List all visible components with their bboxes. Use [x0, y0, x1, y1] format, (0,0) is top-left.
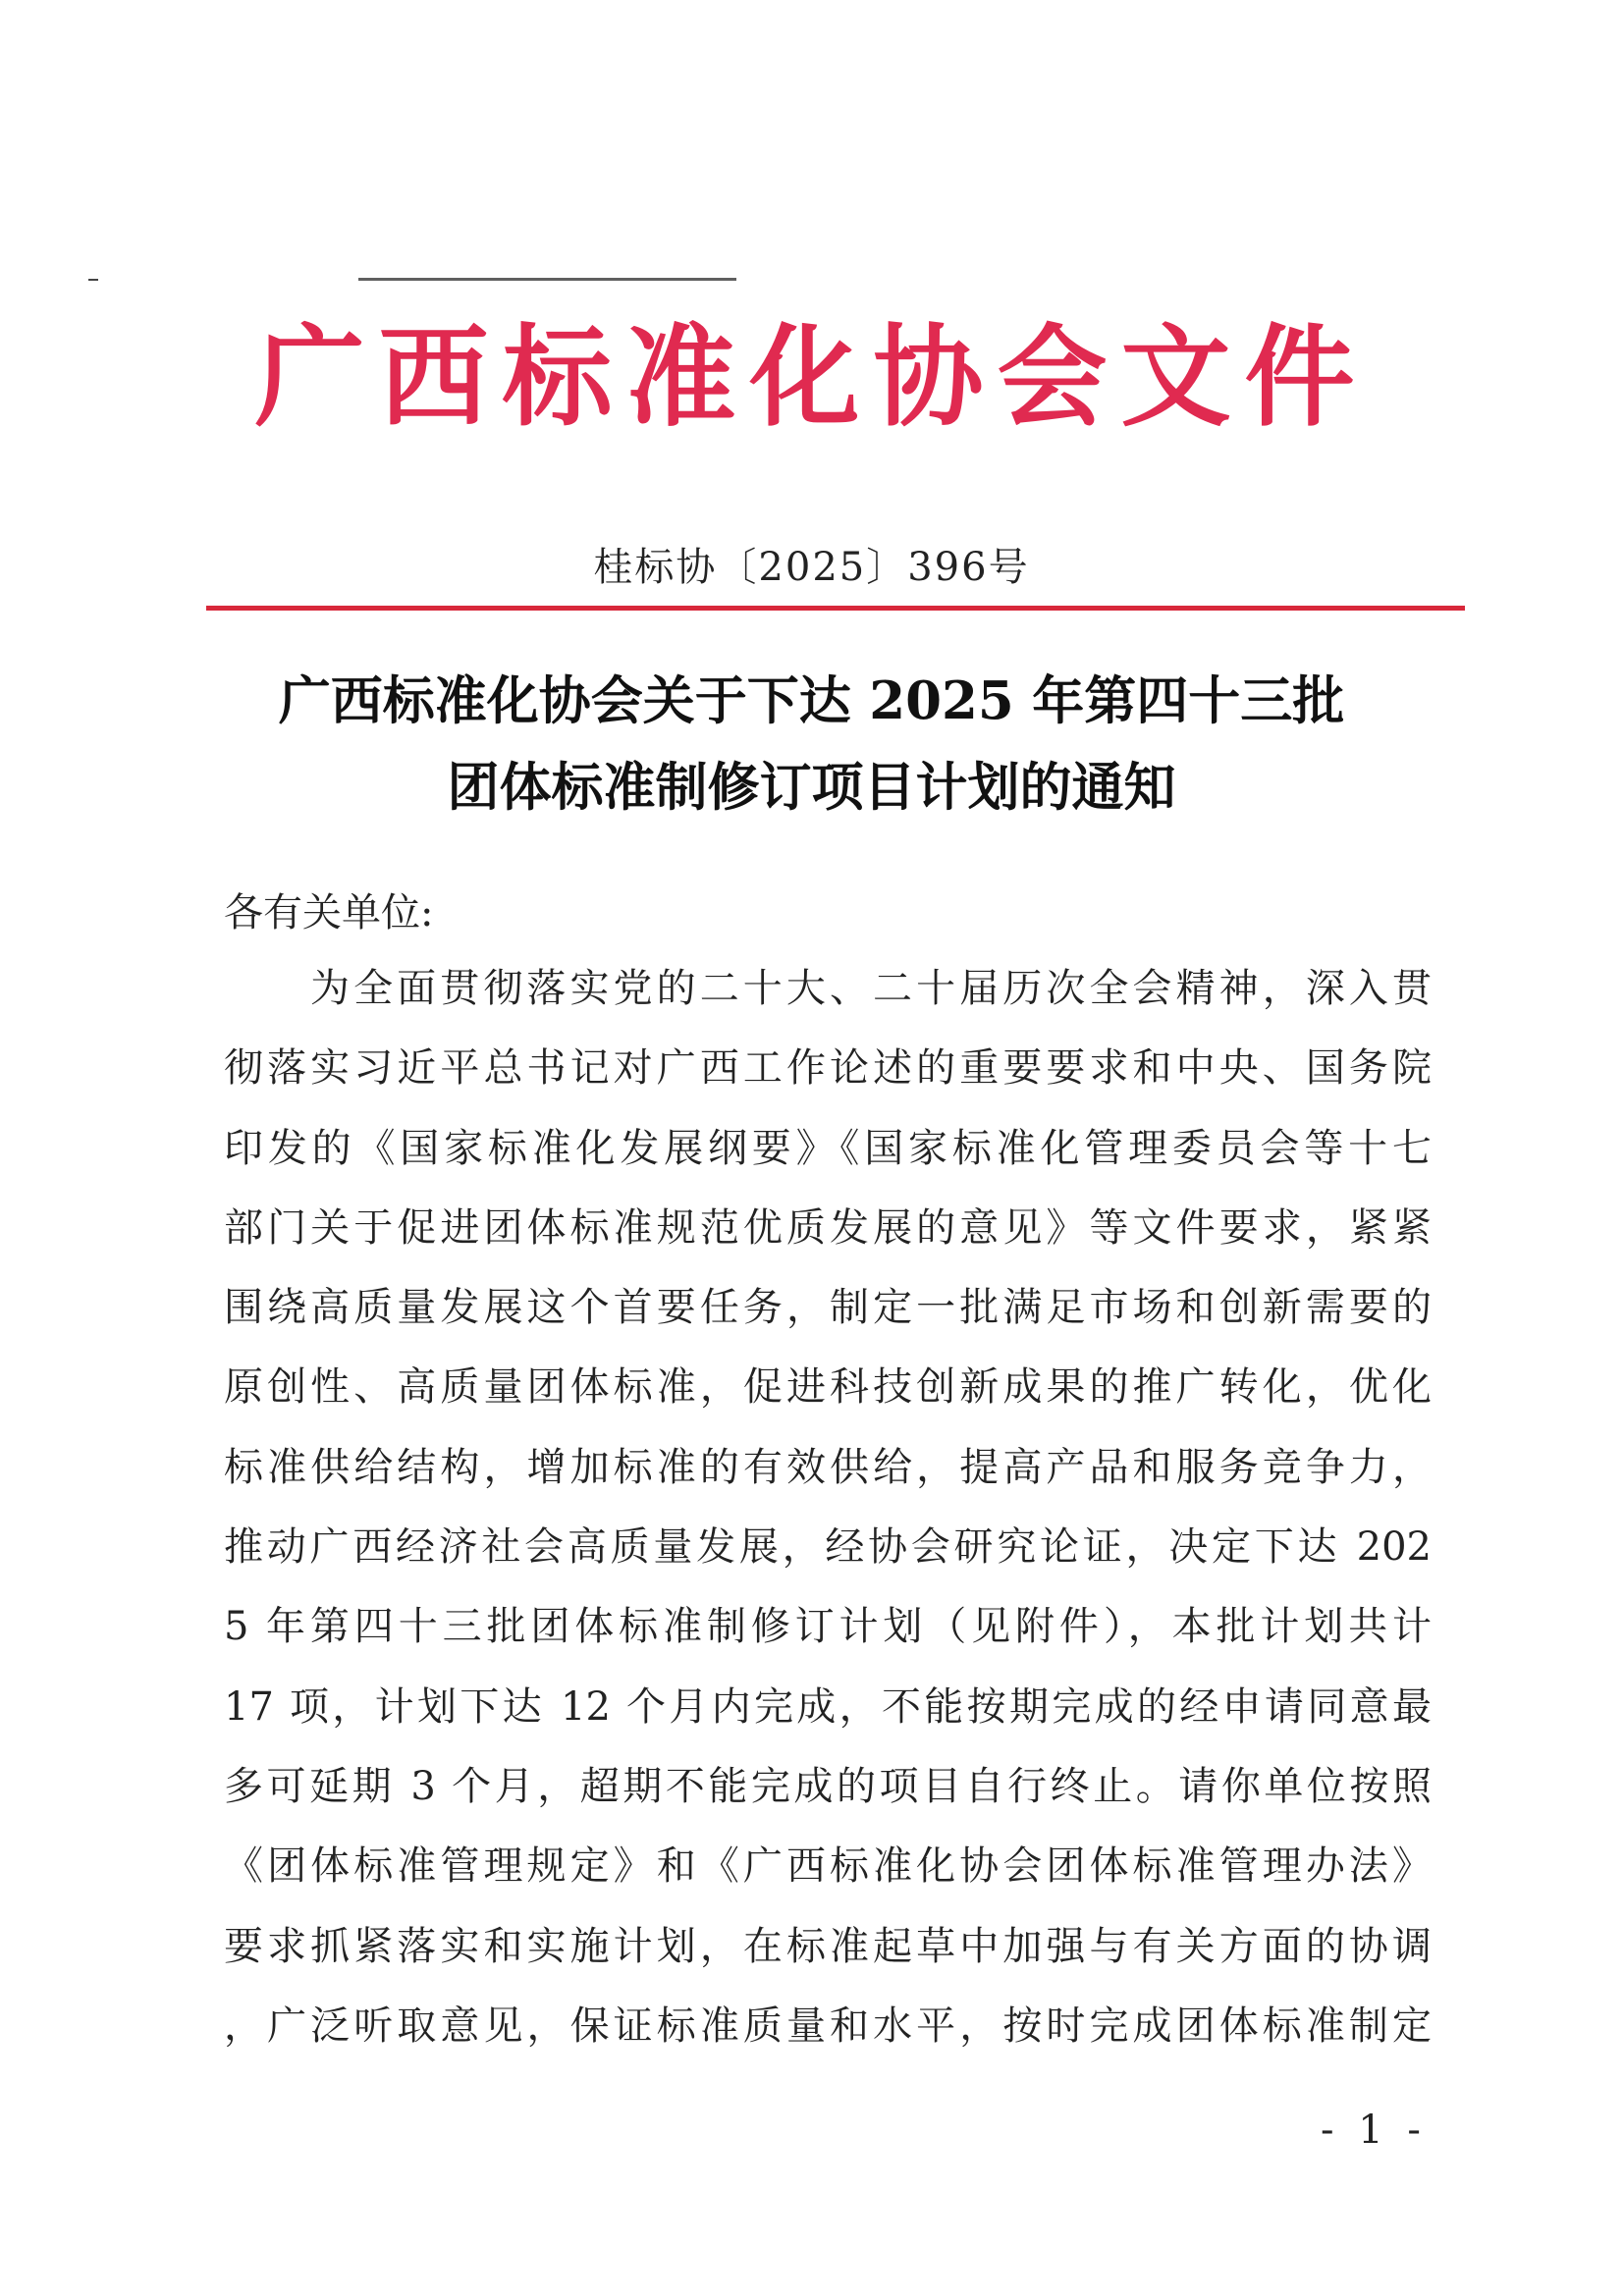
body-line: ，广泛听取意见，保证标准质量和水平，按时完成团体标准制定 — [224, 2002, 1432, 2049]
body-line: 彻落实习近平总书记对广西工作论述的重要要求和中央、国务院 — [224, 1045, 1432, 1092]
body-line: 原创性、高质量团体标准，促进科技创新成果的推广转化，优化 — [224, 1364, 1432, 1411]
document-number: 桂标协〔2025〕396号 — [593, 545, 1030, 590]
body-line: 标准供给结构，增加标准的有效供给，提高产品和服务竞争力， — [224, 1444, 1432, 1490]
body-line: 《团体标准管理规定》和《广西标准化协会团体标准管理办法》 — [224, 1843, 1432, 1890]
title-line: 团体标准制修订项目计划的通知 — [447, 757, 1176, 818]
masthead-title: 广西标准化协会文件 — [254, 313, 1369, 442]
body-line: 17 项，计划下达 12 个月内完成，不能按期完成的经申请同意最 — [224, 1683, 1432, 1730]
page-number: - 1 - — [1321, 2108, 1427, 2153]
body-line: 为全面贯彻落实党的二十大、二十届历次全会精神，深入贯 — [310, 966, 1432, 1011]
scan-artifact — [358, 278, 736, 281]
body-line: 要求抓紧落实和实施计划，在标准起草中加强与有关方面的协调 — [224, 1923, 1432, 1969]
body-line: 印发的《国家标准化发展纲要》《国家标准化管理委员会等十七 — [224, 1125, 1432, 1171]
body-line: 5 年第四十三批团体标准制修订计划（见附件），本批计划共计 — [224, 1604, 1432, 1650]
title-line: 广西标准化协会关于下达 2025 年第四十三批 — [278, 670, 1345, 731]
body-line: 部门关于促进团体标准规范优质发展的意见》等文件要求，紧紧 — [224, 1204, 1432, 1251]
body-line: 围绕高质量发展这个首要任务，制定一批满足市场和创新需要的 — [224, 1285, 1432, 1331]
scan-artifact — [88, 279, 98, 281]
salutation: 各有关单位: — [224, 890, 434, 935]
notice-title — [177, 658, 1446, 830]
body-paragraph — [224, 959, 1432, 2076]
body-line: 多可延期 3 个月，超期不能完成的项目自行终止。请你单位按照 — [224, 1763, 1432, 1809]
red-divider-line — [206, 606, 1465, 611]
body-line: 推动广西经济社会高质量发展，经协会研究论证，决定下达 202 — [224, 1524, 1432, 1571]
